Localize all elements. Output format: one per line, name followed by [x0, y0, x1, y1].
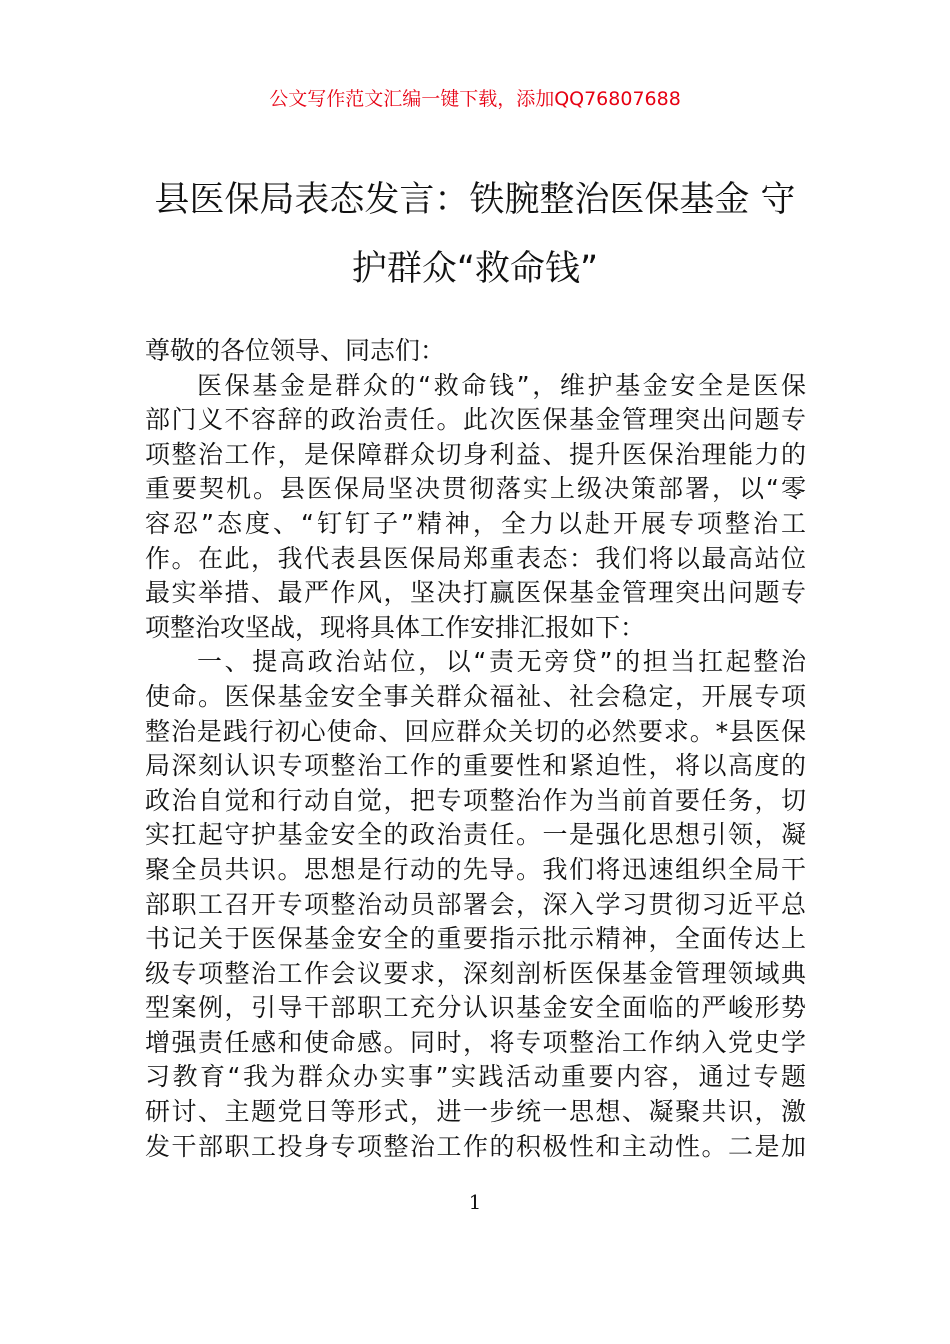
body-line: 发干部职工投身专项整治工作的积极性和主动性。二是加	[145, 1131, 806, 1161]
body-line: 习教育“我为群众办实事”实践活动重要内容，通过专题	[145, 1062, 806, 1092]
body-line: 整治是践行初心使命、回应群众关切的必然要求。*县医保	[145, 716, 806, 746]
body-line: 研讨、主题党日等形式，进一步统一思想、凝聚共识，激	[145, 1097, 806, 1127]
page-number: 1	[468, 1190, 482, 1214]
body-line: 项整治攻坚战，现将具体工作安排汇报如下：	[145, 612, 646, 642]
body-line: 部门义不容辞的政治责任。此次医保基金管理突出问题专	[145, 405, 806, 435]
body-line: 项整治工作，是保障群众切身利益、提升医保治理能力的	[145, 439, 806, 469]
body-line: 政治自觉和行动自觉，把专项整治作为当前首要任务，切	[145, 785, 806, 815]
body-line: 局深刻认识专项整治工作的重要性和紧迫性，将以高度的	[145, 751, 806, 781]
body-line: 使命。医保基金安全事关群众福祉、社会稳定，开展专项	[145, 681, 806, 711]
salutation: 尊敬的各位领导、同志们：	[145, 336, 446, 365]
body-line: 作。在此，我代表县医保局郑重表态：我们将以最高站位	[145, 543, 806, 573]
body-line: 型案例，引导干部职工充分认识基金安全面临的严峻形势	[145, 993, 806, 1023]
section-heading-line: 一、提高政治站位，以“责无旁贷”的担当扛起整治	[197, 647, 806, 677]
body-line: 部职工召开专项整治动员部署会，深入学习贯彻习近平总	[145, 889, 806, 919]
body-line: 医保基金是群众的“救命钱”，维护基金安全是医保	[197, 370, 806, 400]
body-line: 聚全员共识。思想是行动的先导。我们将迅速组织全局干	[145, 854, 806, 884]
body-line: 最实举措、最严作风，坚决打赢医保基金管理突出问题专	[145, 578, 806, 608]
body-line: 增强责任感和使命感。同时，将专项整治工作纳入党史学	[145, 1027, 806, 1057]
document-body	[145, 334, 806, 1164]
body-line: 级专项整治工作会议要求，深刻剖析医保基金管理领域典	[145, 958, 806, 988]
body-line: 容忍”态度、“钉钉子”精神，全力以赴开展专项整治工	[145, 508, 806, 538]
download-banner: 公文写作范文汇编一键下载，添加QQ76807688	[269, 88, 681, 110]
document-title-line-1: 县医保局表态发言：铁腕整治医保基金 守	[154, 180, 796, 220]
document-title-line-2: 护群众“救命钱”	[351, 249, 599, 289]
body-line: 重要契机。县医保局坚决贯彻落实上级决策部署，以“零	[145, 474, 806, 504]
body-line: 书记关于医保基金安全的重要指示批示精神，全面传达上	[145, 924, 806, 954]
body-line: 实扛起守护基金安全的政治责任。一是强化思想引领，凝	[145, 820, 806, 850]
